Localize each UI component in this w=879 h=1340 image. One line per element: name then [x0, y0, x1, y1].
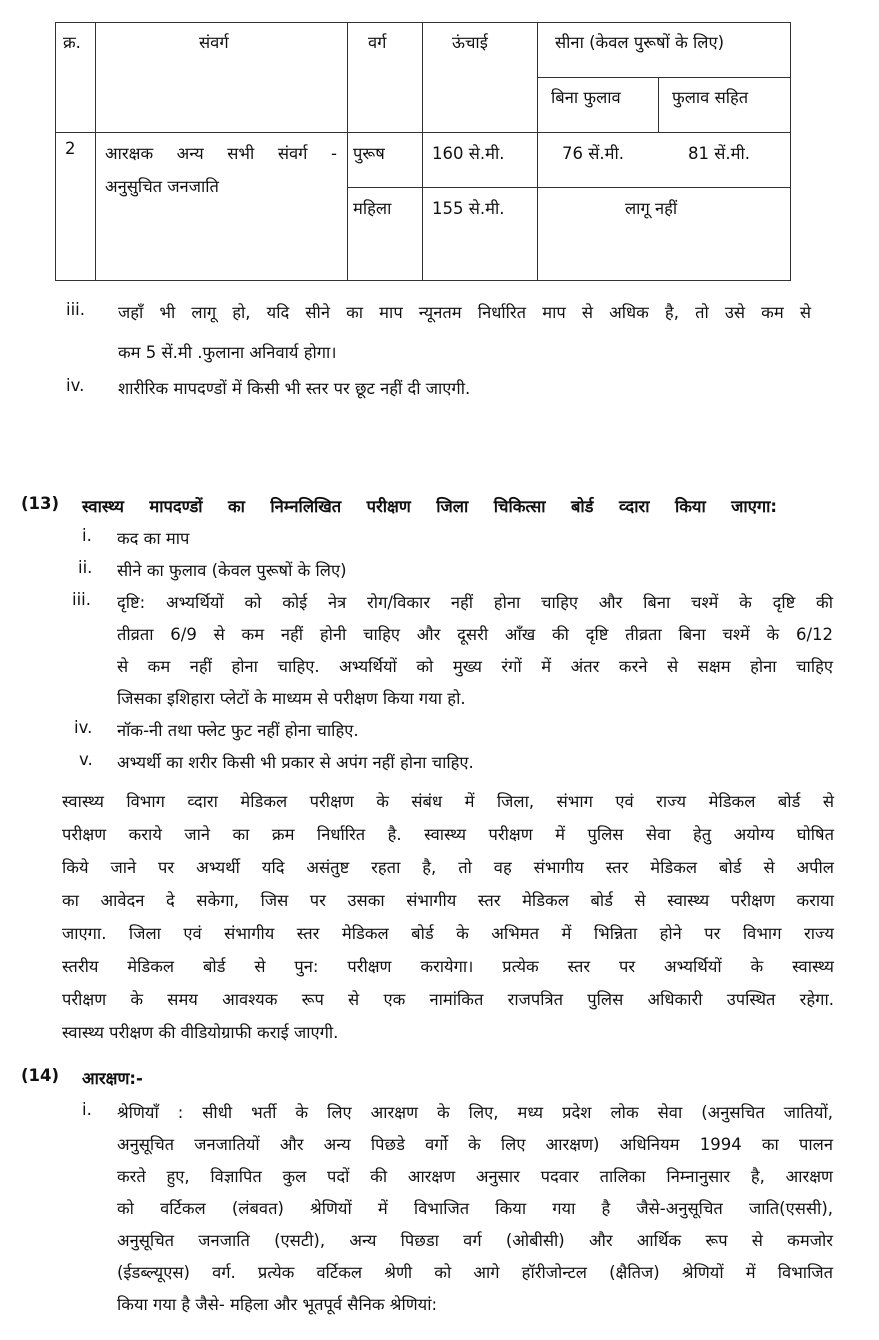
header-height: ऊंचाई [452, 33, 488, 52]
s13-item-iii-line2: तीव्रता 6/9 से कम नहीं होनी चाहिए और दूसरी आँख की दृष्टि तीव्रता बिना चश्में के 6/12 [117, 625, 833, 644]
note-iv-line1: शारीरिक मापदण्डों में किसी भी स्तर पर छूट नहीं दी जाएगी. [118, 379, 471, 398]
row-male-height: 160 से.मी. [432, 144, 505, 163]
s13-para-line7: परीक्षण के समय आवश्यक रूप से एक नामांकित राजपत्रित पुलिस अधिकारी उपस्थित रहेगा. [62, 990, 834, 1009]
s13-para-line6: स्तरीय मेडिकल बोर्ड से पुन: परीक्षण करायेगा। प्रत्येक स्तर पर अभ्यर्थियों के स्वास्थ्य [62, 957, 834, 976]
s13-item-i-text: कद का माप [117, 529, 190, 548]
section-13-number: (13) [21, 494, 60, 513]
header-category: वर्ग [368, 33, 387, 52]
eligibility-table [55, 22, 791, 281]
s13-item-v-number: v. [79, 750, 93, 769]
s14-item-i-line4: को वर्टिकल (लंबवत) श्रेणियों में विभाजित किया गया है जैसे-अनुसूचित जाति(एससी), [117, 1199, 833, 1218]
row-cadre-line2: अनुसुचित जनजाति [105, 177, 219, 196]
header-chest-unexpanded: बिना फुलाव [551, 88, 621, 107]
s14-item-i-number: i. [82, 1100, 92, 1119]
section-14-heading: आरक्षण:- [82, 1069, 143, 1088]
row-female-height: 155 से.मी. [432, 199, 505, 218]
header-cadre: संवर्ग [199, 33, 229, 52]
row-male-chest-unexpanded: 76 सें.मी. [562, 144, 625, 163]
s13-item-iv-number: iv. [74, 718, 93, 737]
s14-item-i-line2: अनुसूचित जनजातियों और अन्य पिछडे वर्गो के लिए आरक्षण) अधिनियम 1994 का पालन [117, 1135, 833, 1154]
s13-item-iv-text: नॉक-नी तथा फ्लेट फुट नहीं होना चाहिए. [117, 721, 359, 740]
s13-item-i-number: i. [82, 526, 92, 545]
s13-item-v-text: अभ्यर्थी का शरीर किसी भी प्रकार से अपंग नहीं होना चाहिए. [117, 753, 474, 772]
note-iv-number: iv. [66, 376, 85, 395]
row-female-category: महिला [353, 199, 392, 218]
s13-item-iii-number: iii. [72, 590, 91, 609]
row-cadre-line1: आरक्षक अन्य सभी संवर्ग - [105, 144, 337, 163]
s13-item-iii-line3: से कम नहीं होना चाहिए. अभ्यर्थियों को मुख्य रंगों में अंतर करने से सक्षम होना चाहिए [117, 657, 833, 676]
row-sno: 2 [65, 139, 76, 158]
header-sno: क्र. [63, 33, 81, 52]
row-male-chest-expanded: 81 सें.मी. [688, 144, 751, 163]
s13-para-line1: स्वास्थ्य विभाग व्दारा मेडिकल परीक्षण के संबंध में जिला, संभाग एवं राज्य मेडिकल बोर्ड से [62, 792, 834, 811]
s14-item-i-line7: किया गया है जैसे- महिला और भूतपूर्व सैनिक श्रेणियां: [117, 1295, 438, 1314]
s13-para-line4: का आवेदन दे सकेगा, जिस पर उसका संभागीय स्तर मेडिकल बोर्ड से स्वास्थ्य परीक्षण कराया [62, 891, 834, 910]
note-iii-number: iii. [66, 300, 85, 319]
header-chest: सीना (केवल पुरूषों के लिए) [555, 33, 725, 52]
s13-item-iii-line4: जिसका इशिहारा प्लेटों के माध्यम से परीक्षण किया गया हो. [117, 689, 466, 708]
s13-para-line3: किये जाने पर अभ्यर्थी यदि असंतुष्ट रहता है, तो वह संभागीय स्तर मेडिकल बोर्ड से अपील [62, 858, 834, 877]
section-14-number: (14) [21, 1066, 60, 1085]
note-iii-line2: कम 5 सें.मी .फुलाना अनिवार्य होगा। [118, 343, 337, 362]
s13-para-line5: जाएगा. जिला एवं संभागीय स्तर मेडिकल बोर्ड के अभिमत में भिन्निता होने पर विभाग राज्य [62, 924, 834, 943]
note-iii-line1: जहाँ भी लागू हो, यदि सीने का माप न्यूनतम निर्धारित माप से अधिक है, तो उसे कम से [118, 303, 811, 322]
s14-item-i-line1: श्रेणियाँ : सीधी भर्ती के लिए आरक्षण के लिए, मध्य प्रदेश लोक सेवा (अनुसचित जातियों, [117, 1103, 833, 1122]
section-13-heading: स्वास्थ्य मापदण्डों का निम्नलिखित परीक्षण जिला चिकित्सा बोर्ड व्दारा किया जाएगा: [82, 497, 777, 516]
s13-para-line8: स्वास्थ्य परीक्षण की वीडियोग्राफी कराई जाएगी. [62, 1023, 339, 1042]
s14-item-i-line5: अनुसूचित जनजाति (एसटी), अन्य पिछडा वर्ग (ओबीसी) और आर्थिक रूप से कमजोर [117, 1231, 833, 1250]
row-female-chest: लागू नहीं [625, 199, 678, 218]
s13-item-ii-number: ii. [78, 558, 93, 577]
header-chest-expanded: फुलाव सहित [672, 88, 749, 107]
s13-item-iii-line1: दृष्टि: अभ्यर्थियों को कोई नेत्र रोग/विकार नहीं होना चाहिए और बिना चश्में के दृष्टि की [117, 593, 833, 612]
s13-item-ii-text: सीने का फुलाव (केवल पुरूषों के लिए) [117, 561, 347, 580]
s13-para-line2: परीक्षण कराये जाने का क्रम निर्धारित है. स्वास्थ्य परीक्षण में पुलिस सेवा हेतु अयोग्य घोषित [62, 825, 834, 844]
row-male-category: पुरूष [353, 144, 385, 163]
s14-item-i-line3: करते हुए, विज्ञापित कुल पदों की आरक्षण अनुसार पदवार तालिका निम्नानुसार है, आरक्षण [117, 1167, 833, 1186]
s14-item-i-line6: (ईडब्ल्यूएस) वर्ग. प्रत्येक वर्टिकल श्रेणी को आगे हॉरीजोन्टल (क्षैतिज) श्रेणियों में विभाजित [117, 1263, 833, 1282]
